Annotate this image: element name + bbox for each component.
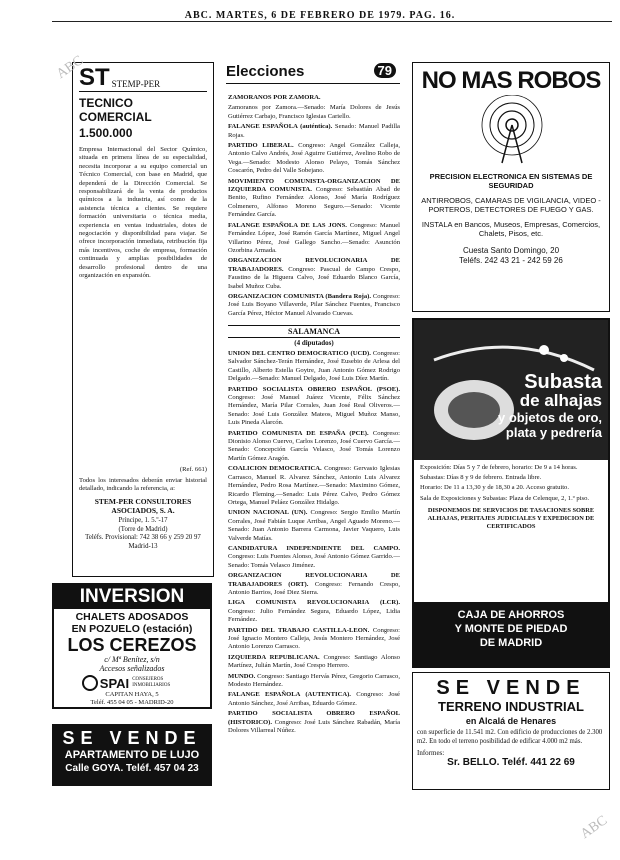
- terreno-contact: Sr. BELLO. Teléf. 441 22 69: [447, 757, 575, 768]
- stemper-city: Madrid-13: [128, 542, 158, 550]
- party-name: UNION DEL CENTRO DEMOCRATICO (UCD).: [228, 350, 371, 357]
- terreno-ad: [412, 672, 610, 790]
- party-name: IZQUIERDA REPUBLICANA.: [228, 653, 320, 661]
- party-candidates: Congreso: José Ignacio Montero Calleja, Jesús Montero Hernández, José Antonio Lorenzo Carrasco.: [228, 626, 400, 651]
- party-name: LIGA COMUNISTA REVOLUCIONARIA (LCR).: [228, 599, 400, 607]
- party-candidates: Congreso: Manuel Fernández López, José Ramón García Martínez, Miguel Angel Villarino Pérez, José Gallego Sancho.—Senado: Asunción Ozorbina Armada.: [228, 221, 400, 254]
- stemper-company-line1: STEM-PER CONSULTORES: [94, 497, 192, 506]
- terreno-title1: SE VENDE: [436, 677, 586, 699]
- party-entry: [228, 430, 400, 464]
- stemper-brand: STEMP-PER: [111, 79, 161, 89]
- party-name: MOVIMIENTO COMUNISTA-ORGANIZACION DE IZQUIERDA COMUNISTA.: [228, 177, 400, 194]
- party-name: CANDIDATURA INDEPENDIENTE DEL CAMPO.: [228, 544, 400, 552]
- subasta-photo: [414, 320, 608, 460]
- party-name: PARTIDO SOCIALISTA OBRERO ESPAÑOL (PSOE).: [228, 385, 400, 393]
- party-entry: [228, 465, 400, 507]
- stemper-ad: [72, 62, 214, 577]
- stemper-address1: Príncipe, 1. 5.º-17: [118, 517, 168, 524]
- party-name: PARTIDO DEL TRABAJO CASTILLA-LEON.: [228, 626, 370, 634]
- subasta-schedule-item: Sala de Exposiciones y Subastas: Plaza de Celenque, 2, 1.º piso.: [420, 494, 590, 502]
- party-name: PARTIDO SOCIALISTA OBRERO ESPAÑOL (HISTORICO).: [228, 710, 400, 726]
- stemper-phones: Teléfs. Provisional: 742 38 66 y 259 20 97: [85, 534, 201, 541]
- subasta-title4: plata y pedrería: [505, 425, 602, 440]
- party-candidates: Congreso: Sergio Emilio Martín Corrales, José Fabián Luque Arribas, Angel Aguado Moreno.—Senado: Juan Antonio Barrera Carmona, Javier Vaquero, Luis Valverde Matías.: [228, 509, 400, 542]
- party-name: MUNDO.: [228, 672, 256, 680]
- inversion-name: LOS CEREZOS: [67, 635, 197, 655]
- party-entry: [228, 673, 400, 690]
- party-entry: [228, 572, 400, 597]
- party-candidates: Congreso: Luis Fuentes Alonso, José Antonio Gómez Garrido.—Senado: Tomás Velasco Jiménez.: [228, 553, 400, 569]
- nomasrobos-line1: PRECISION ELECTRONICA EN SISTEMAS DE SEGURIDAD: [429, 172, 593, 190]
- subasta-title3: y objetos de oro,: [497, 410, 602, 425]
- inversion-access: Accesos señalizados: [99, 664, 165, 673]
- stemper-title-line2: COMERCIAL: [79, 110, 152, 124]
- elecciones-part-a: [228, 94, 400, 324]
- stemper-title: [79, 96, 207, 140]
- party-title: ZAMORANOS POR ZAMORA.: [228, 94, 321, 101]
- stemper-ref: (Ref. 661): [179, 466, 207, 473]
- elecciones-title: Elecciones: [226, 63, 305, 80]
- elecciones-part-b: [228, 350, 400, 855]
- party-candidates: Congreso: Santiago Alonso Martínez, Julián Martín, José Crespo Herrero.: [228, 653, 400, 670]
- party-candidates: Congreso: Salvador Sánchez-Terán Hernández, José Eusebio de Arlesa del Castillo, Alberto Estella Goytre, Juan Antonio Gómez Rodrigo Delgado.—Senado: Manuel Delgado, José Luis Díez Martín.: [228, 350, 400, 383]
- party-entry: [228, 142, 400, 176]
- abc-watermark: ABC: [54, 53, 87, 82]
- party-text: Zamoranos por Zamora.—Senado: María Dolores de Jesús Gutiérrez Carbajo, Francisco Iglesias Cariello.: [228, 104, 400, 120]
- party-name: PARTIDO LIBERAL.: [228, 142, 294, 150]
- terreno-title2: TERRENO INDUSTRIAL: [438, 699, 584, 714]
- party-name: FALANGE ESPAÑOLA DE LAS JONS.: [228, 221, 347, 229]
- subasta-schedule-item: Subastas: Días 8 y 9 de febrero. Entrada libre.: [420, 474, 542, 482]
- inversion-title: INVERSION: [54, 585, 210, 609]
- party-candidates: Congreso: José Luis Boyano Villaverde, Pilar Sánchez Fuentes, Francisco García Pérez, Héctor Manuel Alvarado Cuevas.: [228, 292, 400, 317]
- nomasrobos-line2: ANTIRROBOS, CAMARAS DE VIGILANCIA, VIDEO - PORTEROS, DETECTORES DE FUEGO Y GAS.: [421, 196, 601, 214]
- nomasrobos-address: Cuesta Santo Domingo, 20: [462, 246, 560, 255]
- party-entry: [228, 123, 400, 140]
- party-candidates: Congreso: Dionisio Alonso Cuervo, Carlos Lorenzo, José Cuervo García.—Senado: Concepción García Velasco, José Tomás Lorenzo Martín Gómez Aragón.: [228, 429, 400, 462]
- party-name: COALICION DEMOCRATICA.: [228, 465, 322, 473]
- stemper-address2: (Torre de Madrid): [118, 525, 168, 533]
- bank-line1: CAJA DE AHORROS: [457, 609, 565, 621]
- party-name: ORGANIZACION REVOLUCIONARIA DE TRABAJADORES.: [228, 257, 400, 273]
- party-entry: [228, 386, 400, 428]
- stemper-logo: ST: [79, 64, 110, 91]
- party-name: PARTIDO COMUNISTA DE ESPAÑA (PCE).: [228, 429, 369, 437]
- party-candidates: Congreso: José Manuel Juárez Vicente, Félix Sánchez Hernández, María Pilar Corrales, Juan José Real Oliveros.—Senado: José Luis González Mateos, Miguel Muñoz Manso, Luis Pineda Alarcón.: [228, 394, 400, 427]
- party-entry: [228, 710, 400, 735]
- party-entry: [228, 627, 400, 652]
- party-entry: [228, 545, 400, 570]
- subasta-services: DISPONEMOS DE SERVICIOS DE TASACIONES SOBRE ALHAJAS, PERITAJES JUDICIALES Y EXPEDICION DE CERTIFICADOS: [427, 506, 595, 531]
- inversion-line2: EN POZUELO (estación): [71, 623, 193, 635]
- subasta-ad: [412, 318, 610, 668]
- subasta-title2: de alhajas: [519, 391, 602, 410]
- nomasrobos-title: NO MAS ROBOS: [421, 67, 601, 94]
- party-candidates: Congreso: José Antonio Sánchez, José Arribas, Eduardo Gómez.: [228, 691, 400, 707]
- subasta-title1: Subasta: [524, 371, 602, 393]
- antenna-icon: [417, 95, 607, 165]
- party-entry: [228, 178, 400, 220]
- party-candidates: Congreso: Sebastián Abad de Benito, Rufino Fernández Alonso, José María Rodríguez Colmenero, Alfonso Moreno Seguro.—Senado: Vicente Fernández García.: [228, 186, 400, 219]
- abc-watermark: ABC: [578, 813, 611, 842]
- subasta-schedule-item: Exposición: Días 5 y 7 de febrero, horario: De 9 a 14 horas.: [420, 464, 578, 471]
- stemper-title-line1: TECNICO: [79, 96, 133, 110]
- nomasrobos-ad: [412, 62, 610, 312]
- inversion-address: CAPITAN HAYA, 5: [105, 691, 159, 698]
- elecciones-heading: [226, 63, 400, 84]
- party-candidates: Senado: Manuel Padilla Rojas.: [228, 123, 400, 139]
- inversion-ad: [52, 583, 212, 709]
- spai-logo-icon: [82, 675, 98, 691]
- terreno-info: Informes:: [417, 749, 445, 757]
- bank-line2: Y MONTE DE PIEDAD: [454, 623, 568, 635]
- stemper-company-line2: ASOCIADOS, S. A.: [111, 506, 175, 515]
- stemper-body: Empresa Internacional del Sector Químico, situada en primera línea de su especialidad, necesita incorporar a su equipo comercial un Técnico Comercial, con base en Madrid, que dependerá de la Dirección Comercial. Se responsabilizará de la venta de productos químicos a la industria, así como de la asistencia técnica a clientes. Se requiere formación universitaria o técnica media, experiencia en ventas industriales, dotes de negociación y disponibilidad para viajar. Se ofrece incorporación inmediata, retribución fija más incentivos, coche de empresa, formación continuada y amplias posibilidades de desarrollo profesional dentro de una organización en expansión.: [79, 146, 207, 280]
- bank-line3: DE MADRID: [479, 637, 543, 649]
- nomasrobos-line3: INSTALA en Bancos, Museos, Empresas, Comercios, Chalets, Pisos, etc.: [421, 220, 601, 238]
- party-entry: [228, 599, 400, 624]
- header-rule: [52, 21, 612, 22]
- party-entry: [228, 654, 400, 671]
- subasta-schedule-item: Horario: De 11 a 13,30 y de 18,30 a 20. Acceso gratuito.: [420, 484, 569, 492]
- party-candidates: Congreso: Gervasio Iglesias Carrasco, Manuel R. Alvarez Sánchez, Antonio Luis Alvarez Hernández, Pedro Rosa Martínez.—Senado: Maximino Gómez, Ricardo Fleming.—Senado: Luis Pérez Calvo, Pedro Gómez Ortega, Manuel Peláez González Hidalgo.: [228, 465, 400, 506]
- party-name: UNION NACIONAL (UN).: [228, 509, 308, 517]
- elecciones-badge: 79: [374, 63, 396, 78]
- spai-logo-subtitle: CONSEJEROS INMOBILIARIOS: [132, 677, 171, 688]
- party-entry: [228, 509, 400, 543]
- party-name: ORGANIZACION COMUNISTA (Bandera Roja).: [228, 292, 372, 300]
- party-entry: [228, 293, 400, 318]
- party-candidates: Congreso: Pascual de Campo Crespo, Faustino de la Higuera Calvo, José Eduardo Blanco García, Isabel Muñoz Cuba.: [228, 265, 400, 290]
- party-candidates: Congreso: Julio Fernández Segura, Eduardo López, Lidia Fernández.: [228, 607, 400, 624]
- party-candidates: Congreso: José Luis Sánchez Rabadán, María Dolores Villarreal Núñez.: [228, 718, 400, 735]
- party-entry: [228, 222, 400, 256]
- party-candidates: Congreso: Angel González Calleja, Antonio Calvo Andrés, José Aguirre Gutiérrez, Avelino Robo de Vega.—Senado: Modesto Alonso Pelayo, Tomás Sánchez Coscarón, Pedro del Valle Sobejano.: [228, 142, 400, 175]
- party-entry: [228, 691, 400, 708]
- party-name: FALANGE ESPAÑOLA (auténtica).: [228, 123, 333, 131]
- inversion-street: c/ Mª Benítez, s/n: [104, 655, 160, 664]
- stemper-contact: Todos los interesados deberán enviar historial detallado, indicando la referencia, a:: [79, 477, 207, 493]
- party-candidates: Congreso: Fernando Crespo, Antonio Barrios, José Diez Sierra.: [228, 580, 400, 596]
- caja-ahorros-banner: [414, 602, 608, 666]
- terreno-text: con superficie de 11.541 m2. Con edificio de producciones de 2.300 m2. En todo el terreno posibilidad de edificar 4.000 m2 más.: [417, 729, 603, 745]
- province-title: SALAMANCA: [228, 325, 400, 338]
- inversion-line1: CHALETS ADOSADOS: [75, 611, 189, 623]
- party-entry: [228, 257, 400, 291]
- page-header: ABC. MARTES, 6 DE FEBRERO DE 1979. PAG. 16.: [184, 10, 456, 21]
- stemper-salary: 1.500.000: [79, 126, 133, 140]
- terreno-place: en Alcalá de Henares: [465, 716, 557, 726]
- party-name: ORGANIZACION REVOLUCIONARIA DE TRABAJADORES (ORT).: [228, 572, 400, 588]
- apartamento-subtitle: APARTAMENTO DE LUJO: [64, 749, 200, 761]
- apartamento-title: SE VENDE: [62, 728, 202, 748]
- apartamento-ad: [52, 724, 212, 786]
- diputados-count: (4 diputados): [294, 339, 334, 347]
- party-name: FALANGE ESPAÑOLA (AUTENTICA).: [228, 691, 351, 699]
- apartamento-info: Calle GOYA. Teléf. 457 04 23: [65, 763, 199, 774]
- party-entry: [228, 350, 400, 384]
- party-candidates: Congreso: Santiago Hervás Pérez, Gregorio Carrasco, Modesto Hernández.: [228, 672, 400, 689]
- inversion-phone: Teléf. 455 04 05 - MADRID-20: [90, 699, 174, 706]
- nomasrobos-phones: Teléfs. 242 43 21 - 242 59 26: [459, 256, 563, 265]
- spai-logo: SPAI: [99, 675, 130, 691]
